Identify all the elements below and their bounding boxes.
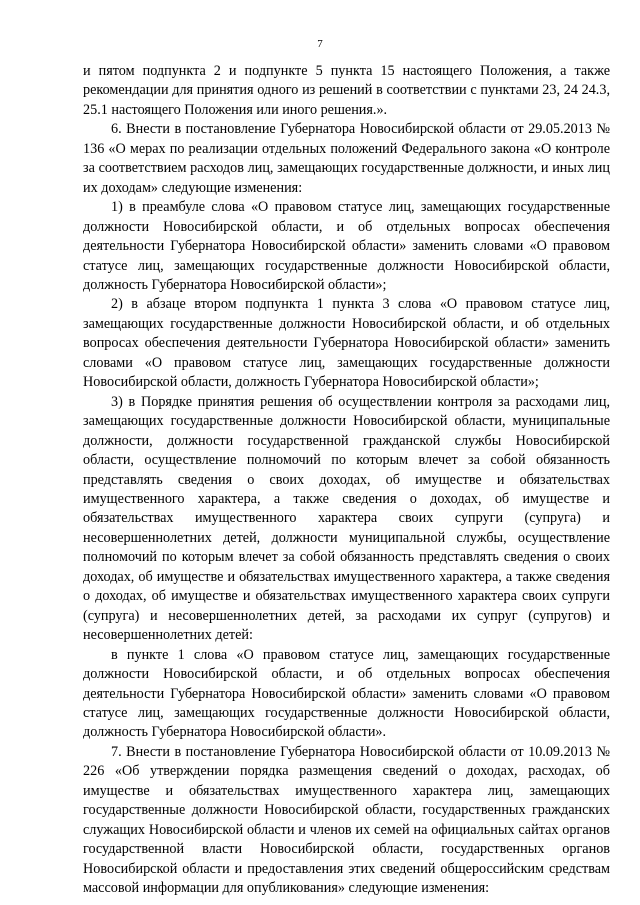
- paragraph-subitem-1: 1) в преамбуле слова «О правовом статусе лиц, замещающих государственные должности Новосибирской области, и об отдельных вопросах обеспечения деятельности Губернатора Новосибирской области» заменить словами «О правовом статусе лиц, замещающих государственные должности Новосибирской области, должность Губернатора Новосибирской области»;: [83, 199, 610, 293]
- paragraph-subitem-3-point-1: в пункте 1 слова «О правовом статусе лиц, замещающих государственные должности Новосибирской области, и об отдельных вопросах обеспечения деятельности Губернатора Новосибирской области» заменить словами «О правовом статусе лиц, замещающих государственные должности Новосибирской области, должность Губернатора Новосибирской области».: [83, 646, 610, 741]
- document-body: [83, 62, 610, 898]
- paragraph-continuation: и пятом подпункта 2 и подпункте 5 пункта 15 настоящего Положения, а также рекомендации для принятия одного из решений в соответствии с пунктами 23, 24 24.3, 25.1 настоящего Положения или иного решения.».: [83, 63, 610, 118]
- paragraph-item-7: 7. Внести в постановление Губернатора Новосибирской области от 10.09.2013 № 226 «Об утверждении порядка размещения сведений о доходах, расходах, об имуществе и обязательствах имущественного характера лиц, замещающих государственные должности Новосибирской области, государственных гражданских служащих Новосибирской области и членов их семей на официальных сайтах органов государственной власти Новосибирской области, государственных органов Новосибирской области и предоставления этих сведений общероссийским средствам массовой информации для опубликования» следующие изменения:: [83, 743, 610, 897]
- paragraph-subitem-3: 3) в Порядке принятия решения об осуществлении контроля за расходами лиц, замещающих государственные должности Новосибирской области, муниципальные должности, должности государственной гражданской службы Новосибирской области, осуществление полномочий по которым влечет за собой обязанность представлять сведения о своих доходах, об имуществе и обязательствах имущественного характера, а также сведения о доходах, об имуществе и обязательствах имущественного характера своих супруги (супруга) и несовершеннолетних детей, должности муниципальной службы, осуществление полномочий по которым влечет за собой обязанность представлять сведения о своих доходах, об имуществе и обязательствах имущественного характера, а также сведения о доходах, об имуществе и обязательствах имущественного характера своих супруги (супруга) и несовершеннолетних детей, за расходами их супруг (супругов) и несовершеннолетних детей:: [83, 393, 610, 644]
- paragraph-item-6: 6. Внести в постановление Губернатора Новосибирской области от 29.05.2013 № 136 «О мерах по реализации отдельных положений Федерального закона «О контроле за соответствием расходов лиц, замещающих государственные должности, и иных лиц их доходам» следующие изменения:: [83, 121, 610, 196]
- paragraph-subitem-2: 2) в абзаце втором подпункта 1 пункта 3 слова «О правовом статусе лиц, замещающих государственные должности Новосибирской области, и об отдельных вопросах обеспечения деятельности Губернатора Новосибирской области» заменить словами «О правовом статусе лиц, замещающих государственные должности Новосибирской области, должность Губернатора Новосибирской области»;: [83, 296, 610, 391]
- page-number: 7: [317, 38, 323, 50]
